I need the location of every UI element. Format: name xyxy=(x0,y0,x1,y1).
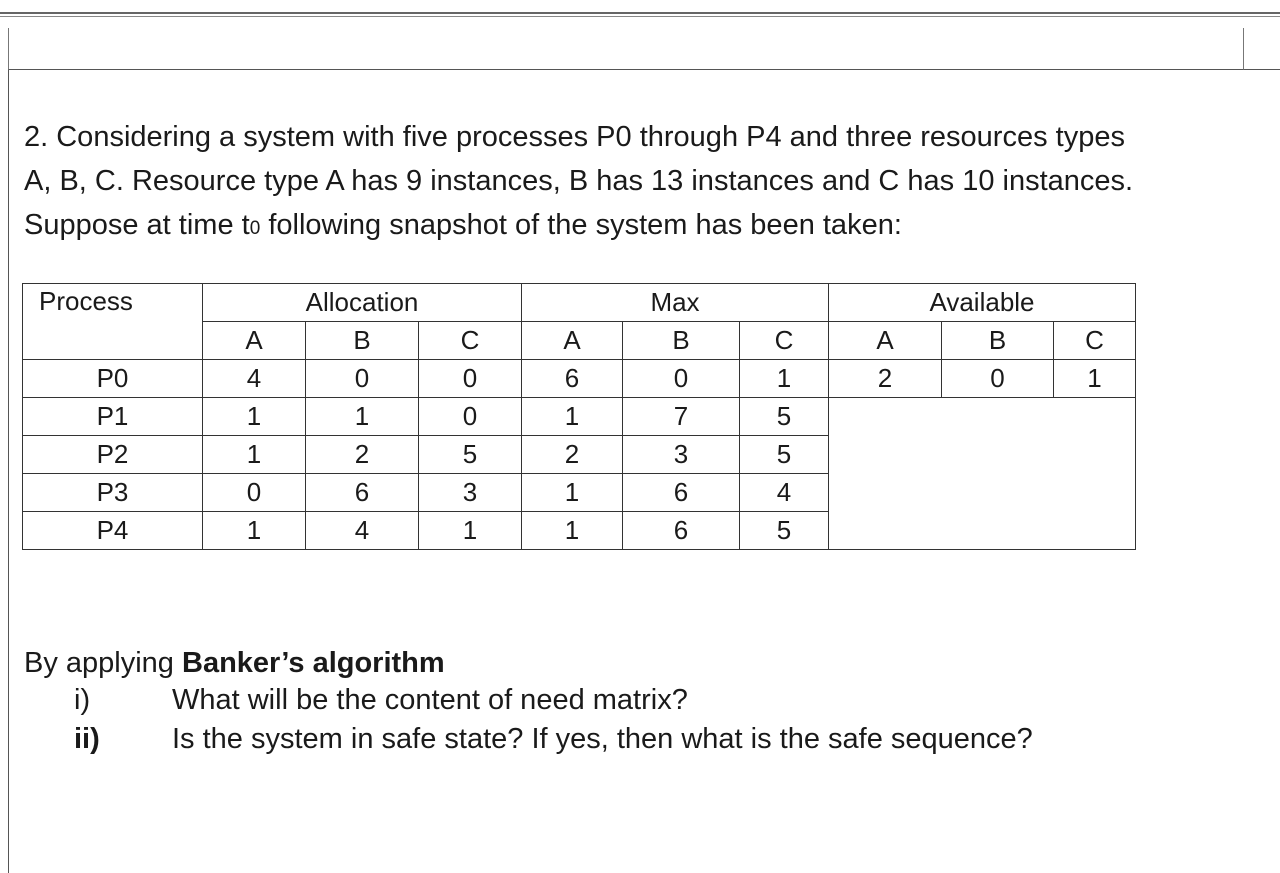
table-row xyxy=(23,398,1136,436)
max-a-cell: 1 xyxy=(522,512,623,550)
group-header-row xyxy=(23,284,1136,322)
max-a-cell: 2 xyxy=(522,436,623,474)
task-item-1-number: i) xyxy=(74,684,91,716)
available-a-cell: 2 xyxy=(829,360,942,398)
task-item-2-number: ii) xyxy=(74,723,100,755)
max-a-header: A xyxy=(522,322,623,360)
allocation-a-cell: 1 xyxy=(203,398,306,436)
max-a-cell: 1 xyxy=(522,474,623,512)
allocation-header: Allocation xyxy=(203,284,522,322)
task-intro-text: By applying xyxy=(24,647,182,679)
available-c-cell: 1 xyxy=(1054,360,1136,398)
allocation-c-cell: 5 xyxy=(419,436,522,474)
question-paragraph xyxy=(24,115,1274,251)
left-border-rule xyxy=(8,70,9,873)
process-cell: P1 xyxy=(23,398,203,436)
allocation-b-header: B xyxy=(306,322,419,360)
available-b-cell: 0 xyxy=(942,360,1054,398)
allocation-b-cell: 2 xyxy=(306,436,419,474)
allocation-a-cell: 1 xyxy=(203,436,306,474)
snapshot-table xyxy=(22,283,1136,550)
process-cell: P0 xyxy=(23,360,203,398)
question-line-3-end: following snapshot of the system has been taken: xyxy=(260,209,902,241)
max-b-cell: 6 xyxy=(623,474,740,512)
max-c-cell: 5 xyxy=(740,398,829,436)
allocation-b-cell: 6 xyxy=(306,474,419,512)
allocation-b-cell: 4 xyxy=(306,512,419,550)
empty-header-cell xyxy=(8,28,1244,70)
max-c-header: C xyxy=(740,322,829,360)
allocation-a-cell: 1 xyxy=(203,512,306,550)
allocation-b-cell: 0 xyxy=(306,360,419,398)
available-c-header: C xyxy=(1054,322,1136,360)
allocation-c-cell: 0 xyxy=(419,398,522,436)
top-double-rule-inner xyxy=(0,16,1280,17)
allocation-a-cell: 4 xyxy=(203,360,306,398)
max-c-cell: 5 xyxy=(740,436,829,474)
top-double-rule-outer xyxy=(0,12,1280,14)
max-header: Max xyxy=(522,284,829,322)
algorithm-name: Banker’s algorithm xyxy=(182,647,445,679)
allocation-c-cell: 3 xyxy=(419,474,522,512)
process-cell: P3 xyxy=(23,474,203,512)
available-header: Available xyxy=(829,284,1136,322)
max-b-header: B xyxy=(623,322,740,360)
max-b-cell: 3 xyxy=(623,436,740,474)
max-b-cell: 0 xyxy=(623,360,740,398)
allocation-c-header: C xyxy=(419,322,522,360)
max-b-cell: 7 xyxy=(623,398,740,436)
max-c-cell: 1 xyxy=(740,360,829,398)
question-line-2: A, B, C. Resource type A has 9 instances, B has 13 instances and C has 10 instances. xyxy=(24,165,1134,197)
max-c-cell: 4 xyxy=(740,474,829,512)
question-line-1: 2. Considering a system with five processes P0 through P4 and three resources types xyxy=(24,121,1125,153)
allocation-b-cell: 1 xyxy=(306,398,419,436)
table-row xyxy=(23,360,1136,398)
process-cell: P4 xyxy=(23,512,203,550)
allocation-c-cell: 1 xyxy=(419,512,522,550)
task-item-2-text: Is the system in safe state? If yes, then what is the safe sequence? xyxy=(172,723,1033,755)
task-intro xyxy=(24,643,445,683)
max-a-cell: 1 xyxy=(522,398,623,436)
allocation-a-header: A xyxy=(203,322,306,360)
task-item-1-text: What will be the content of need matrix? xyxy=(172,684,688,716)
available-empty-area xyxy=(829,398,1136,550)
question-line-3-start: Suppose at time t xyxy=(24,209,250,241)
available-a-header: A xyxy=(829,322,942,360)
allocation-c-cell: 0 xyxy=(419,360,522,398)
time-subscript: 0 xyxy=(249,218,261,239)
header-rule-tail xyxy=(1244,69,1280,70)
max-a-cell: 6 xyxy=(522,360,623,398)
allocation-a-cell: 0 xyxy=(203,474,306,512)
process-cell: P2 xyxy=(23,436,203,474)
available-b-header: B xyxy=(942,322,1054,360)
max-c-cell: 5 xyxy=(740,512,829,550)
max-b-cell: 6 xyxy=(623,512,740,550)
process-header: Process xyxy=(23,284,203,360)
